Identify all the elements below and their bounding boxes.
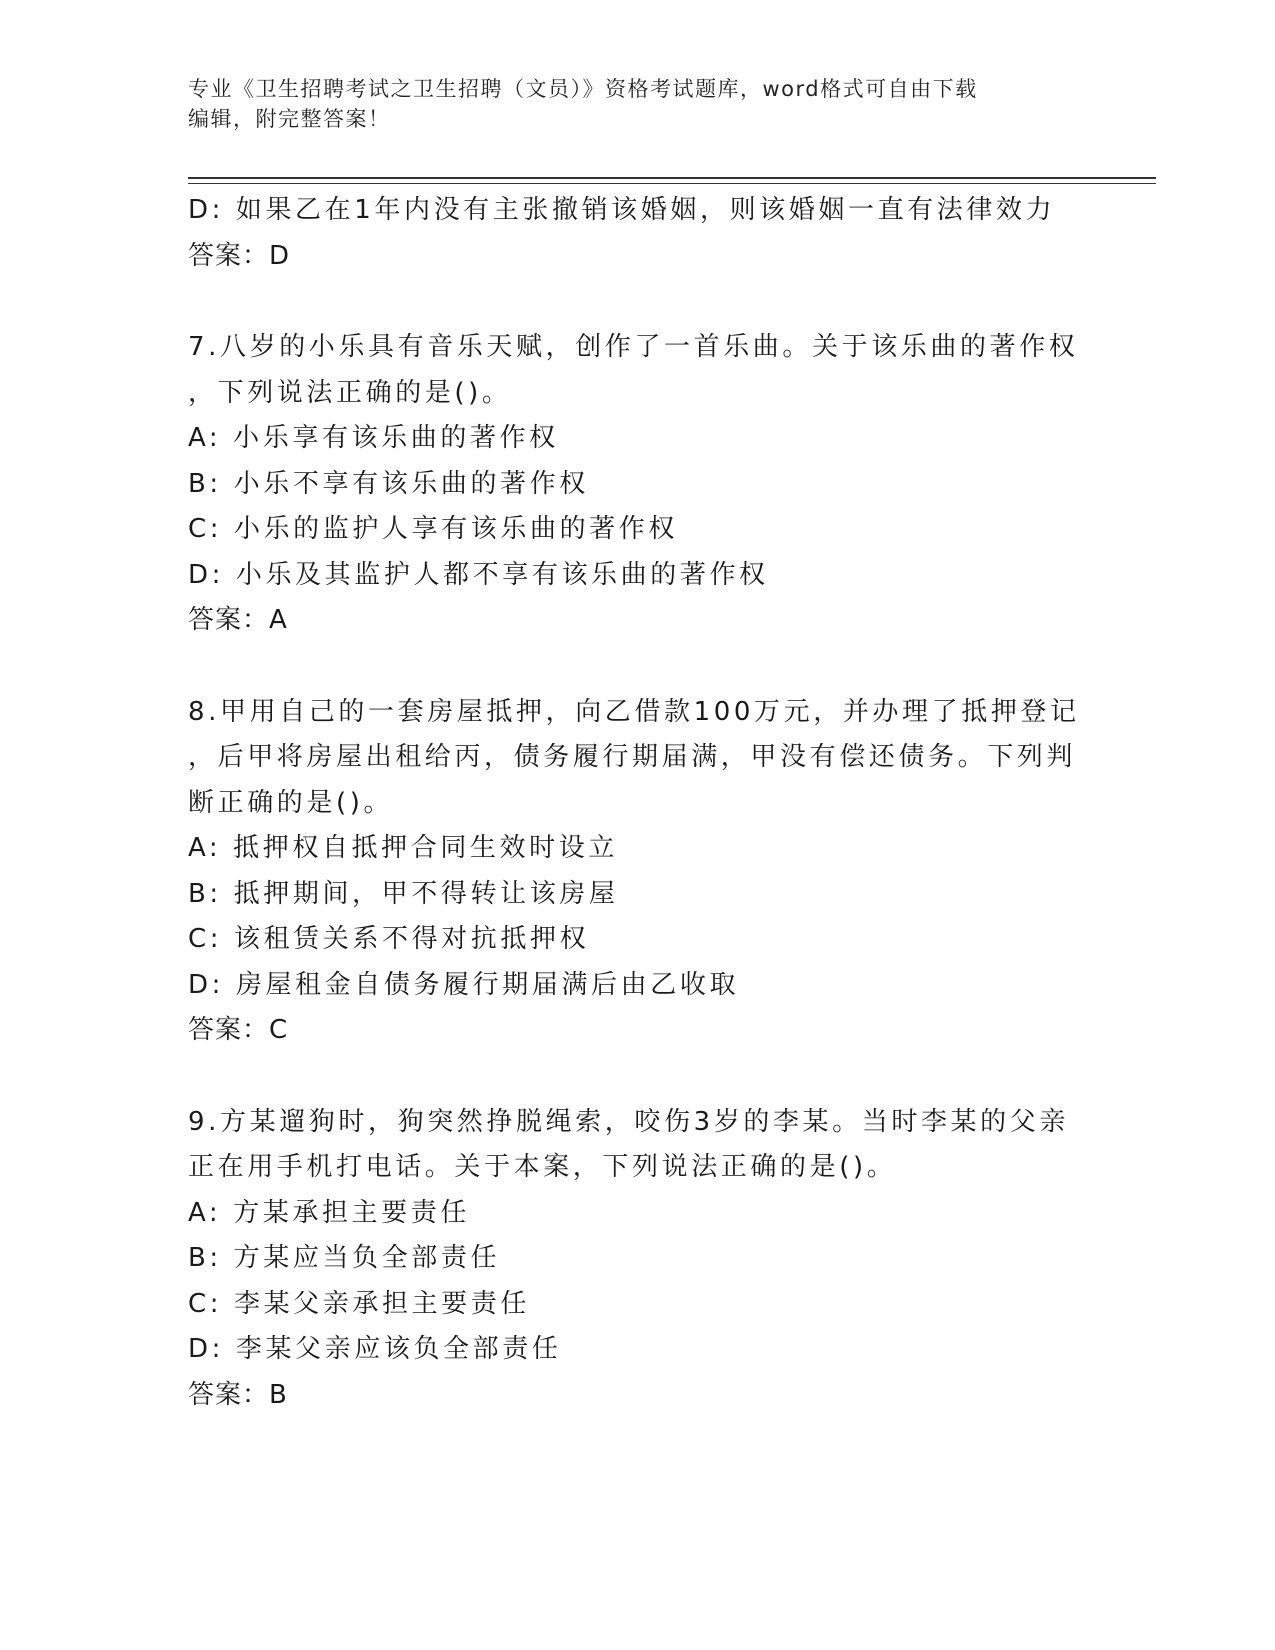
question-stem-line: 断正确的是()。 <box>188 787 394 818</box>
option-d: D: 李某父亲应该负全部责任 <box>188 1334 562 1364</box>
option-c: C: 李某父亲承担主要责任 <box>188 1288 530 1319</box>
option-c: C: 该租赁关系不得对抗抵押权 <box>188 924 590 954</box>
answer-line: 答案：C <box>188 1015 289 1045</box>
answer-line: 答案：A <box>188 605 288 635</box>
question-8 <box>188 690 1088 1054</box>
header-rule-thin <box>188 183 1156 184</box>
question-stem-line: ，后甲将房屋出租给丙，债务履行期届满，甲没有偿还债务。下列判 <box>188 742 1077 772</box>
spacer <box>188 1054 1088 1100</box>
option-a: A: 小乐享有该乐曲的著作权 <box>188 423 559 453</box>
question-9 <box>188 1100 1088 1419</box>
option-b: B: 方某应当负全部责任 <box>188 1243 501 1273</box>
option-c: C: 小乐的监护人享有该乐曲的著作权 <box>188 514 678 544</box>
answer-line: 答案：D <box>188 240 291 271</box>
option-d: D: 小乐及其监护人都不享有该乐曲的著作权 <box>188 559 769 590</box>
question-7 <box>188 325 1088 644</box>
option-b: B: 小乐不享有该乐曲的著作权 <box>188 468 589 499</box>
spacer <box>188 644 1088 690</box>
answer-line: 答案：B <box>188 1379 288 1410</box>
question-content <box>188 188 1088 1418</box>
document-header <box>188 74 1068 134</box>
option-d: D: 如果乙在1年内没有主张撤销该婚姻，则该婚姻一直有法律效力 <box>188 195 1056 225</box>
question-stem-line: ，下列说法正确的是()。 <box>188 377 512 408</box>
spacer <box>188 279 1088 325</box>
option-d: D: 房屋租金自债务履行期届满后由乙收取 <box>188 969 740 1000</box>
header-line-1: 专业《卫生招聘考试之卫生招聘（文员）》资格考试题库，word格式可自由下载 <box>188 77 978 101</box>
question-stem-line: 9.方某遛狗时，狗突然挣脱绳索，咬伤3岁的李某。当时李某的父亲 <box>188 1106 1069 1137</box>
option-a: A: 方某承担主要责任 <box>188 1197 470 1228</box>
question-stem-line: 8.甲用自己的一套房屋抵押，向乙借款100万元，并办理了抵押登记 <box>188 696 1080 727</box>
continued-question <box>188 188 1088 279</box>
question-stem-line: 7.八岁的小乐具有音乐天赋，创作了一首乐曲。关于该乐曲的著作权 <box>188 332 1079 362</box>
option-b: B: 抵押期间，甲不得转让该房屋 <box>188 878 619 909</box>
header-line-2: 编辑，附完整答案！ <box>188 107 391 131</box>
option-a: A: 抵押权自抵押合同生效时设立 <box>188 833 618 863</box>
question-stem-line: 正在用手机打电话。关于本案，下列说法正确的是()。 <box>188 1152 897 1182</box>
header-rule-thick <box>188 177 1156 179</box>
